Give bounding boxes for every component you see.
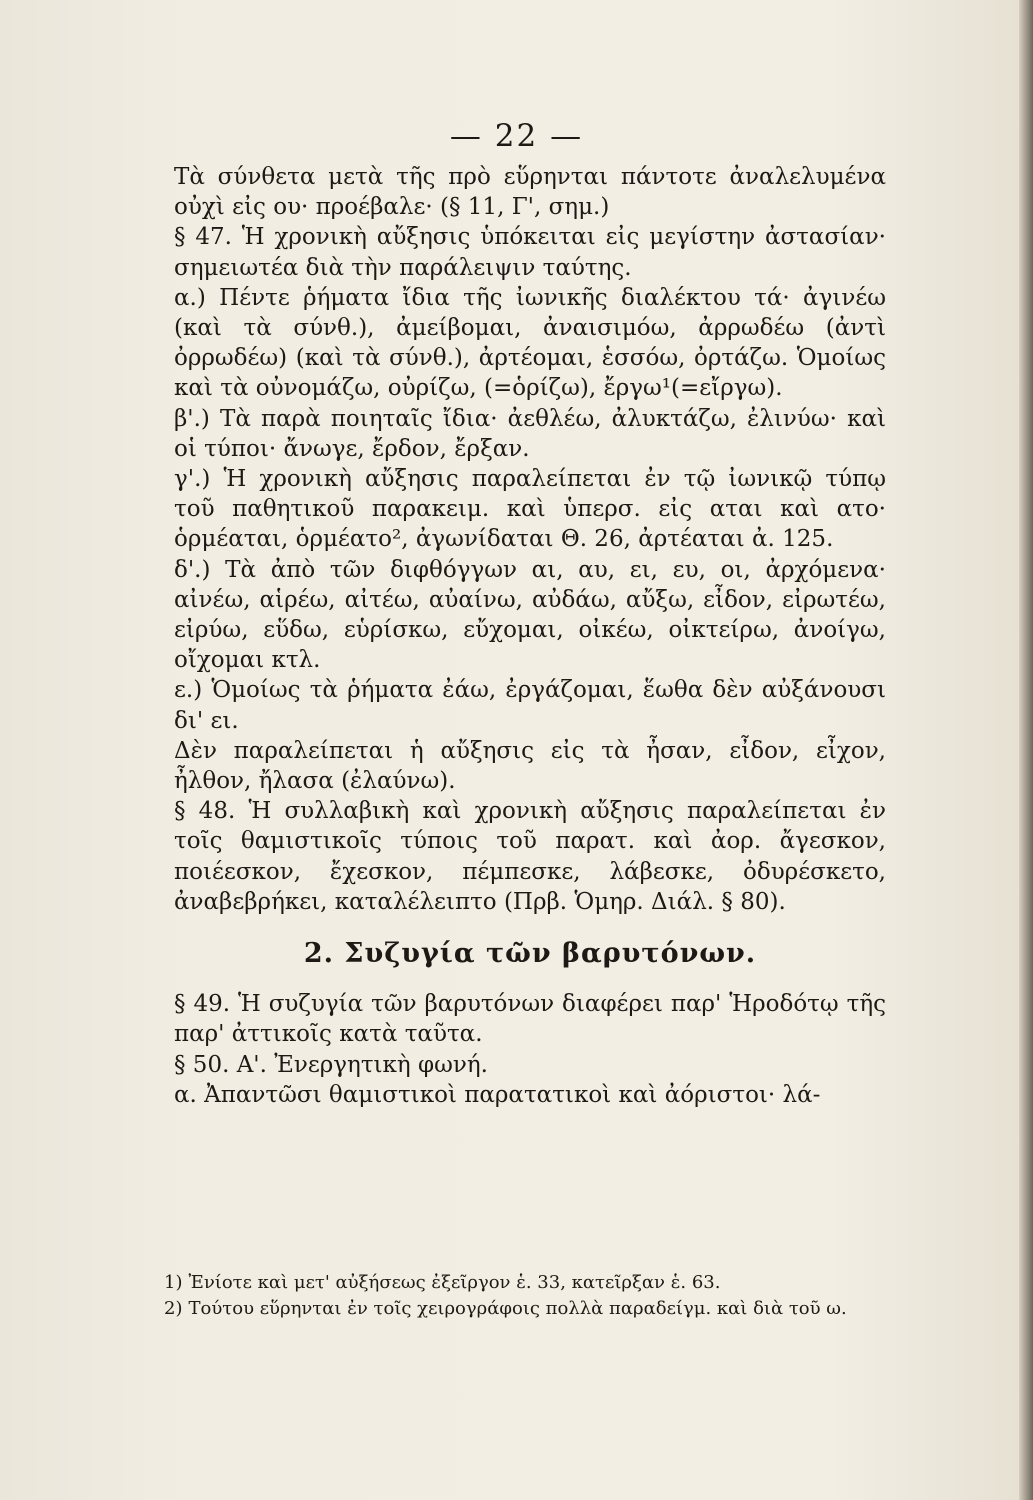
main-text xyxy=(174,162,886,1110)
paragraph: γ'.) Ἡ χρονικὴ αὔξησις παραλείπεται ἐν τῷ ἰωνικῷ τύπῳ τοῦ παθητικοῦ παρακειμ. καὶ ὑπερσ. εἰς αται καὶ ατο· ὁρμέαται, ὁρμέατο², ἀγωνίδαται Θ. 26, ἀρτέαται ἀ. 125. xyxy=(174,466,886,553)
paragraph: δ'.) Τὰ ἀπὸ τῶν διφθόγγων αι, αυ, ει, ευ, οι, ἀρχόμενα· αἰνέω, αἱρέω, αἰτέω, αὐαίνω, αὐδάω, αὔξω, εἶδον, εἰρωτέω, εἰρύω, εὕδω, εὑρίσκω, εὔχομαι, οἰκέω, οἰκτείρω, ἀνοίγω, οἴχομαι κτλ. xyxy=(174,556,886,674)
section-heading: 2. Συζυγία τῶν βαρυτόνων. xyxy=(303,938,757,970)
paragraph: Τὰ σύνθετα μετὰ τῆς πρὸ εὕρηνται πάντοτε ἀναλελυμένα οὐχὶ εἰς ου· προέβαλε· (§ 11, Γ', σημ.) xyxy=(174,164,886,221)
paragraph: ε.) Ὁμοίως τὰ ῥήματα ἐάω, ἐργάζομαι, ἕωθα δὲν αὐξάνουσι δι' ει. xyxy=(174,677,886,734)
paragraph: § 50. Α'. Ἐνεργητικὴ φωνή. xyxy=(174,1051,488,1078)
paragraph: α.) Πέντε ῥήματα ἴδια τῆς ἰωνικῆς διαλέκτου τά· ἀγινέω (καὶ τὰ σύνθ.), ἀμείβομαι, ἀναισιμόω, ἀρρωδέω (ἀντὶ ὀρρωδέω) (καὶ τὰ σύνθ.), ἀρτέομαι, ἑσσόω, ὀρτάζω. Ὁμοίως καὶ τὰ οὐνομάζω, οὐρίζω, (=ὁρίζω), ἔργω¹(=εἴργω). xyxy=(174,284,886,402)
paragraph: § 48. Ἡ συλλαβικὴ καὶ χρονικὴ αὔξησις παραλείπεται ἐν τοῖς θαμιστικοῖς τύποις τοῦ παρατ. καὶ ἀορ. ἄγεσκον, ποιέεσκον, ἔχεσκον, πέμπεσκε, λάβεσκε, ὀδυρέσκετο, ἀναβεβρήκει, καταλέλειπτο (Πρβ. Ὁμηρ. Διάλ. § 80). xyxy=(174,798,886,915)
paragraph: α. Ἀπαντῶσι θαμιστικοὶ παρατατικοὶ καὶ ἀόριστοι· λά- xyxy=(174,1081,821,1108)
paragraph: β'.) Τὰ παρὰ ποιηταῖς ἴδια· ἀεθλέω, ἀλυκτάζω, ἐλινύω· καὶ οἱ τύποι· ἄνωγε, ἔρδον, ἔρξαν. xyxy=(174,405,886,462)
page-number: — 22 — xyxy=(449,118,584,154)
footnotes xyxy=(164,1270,884,1322)
page-edge-shadow xyxy=(1019,0,1033,1500)
footnote xyxy=(164,1296,884,1322)
paragraph: Δὲν παραλείπεται ἡ αὔξησις εἰς τὰ ἦσαν, εἶδον, εἶχον, ἦλθον, ἤλασα (ἐλαύνω). xyxy=(174,737,886,795)
footnote-text: Ἐνίοτε καὶ μετ' αὐξήσεως ἐξεῖργον ἑ. 33, κατεῖρξαν ἑ. 63. xyxy=(188,1272,721,1293)
footnote-marker: 1) xyxy=(164,1272,183,1293)
footnote-marker: 2) xyxy=(164,1298,183,1319)
footnote-text: Τούτου εὕρηνται ἐν τοῖς χειρογράφοις πολλὰ παραδείγμ. καὶ διὰ τοῦ ω. xyxy=(188,1298,847,1319)
paragraph: § 49. Ἡ συζυγία τῶν βαρυτόνων διαφέρει παρ' Ἡροδότῳ τῆς παρ' ἀττικοῖς κατὰ ταῦτα. xyxy=(174,991,886,1048)
paragraph: § 47. Ἡ χρονικὴ αὔξησις ὑπόκειται εἰς μεγίστην ἀστασίαν· σημειωτέα διὰ τὴν παράλειψιν ταύτης. xyxy=(174,224,886,281)
footnote xyxy=(164,1270,884,1296)
